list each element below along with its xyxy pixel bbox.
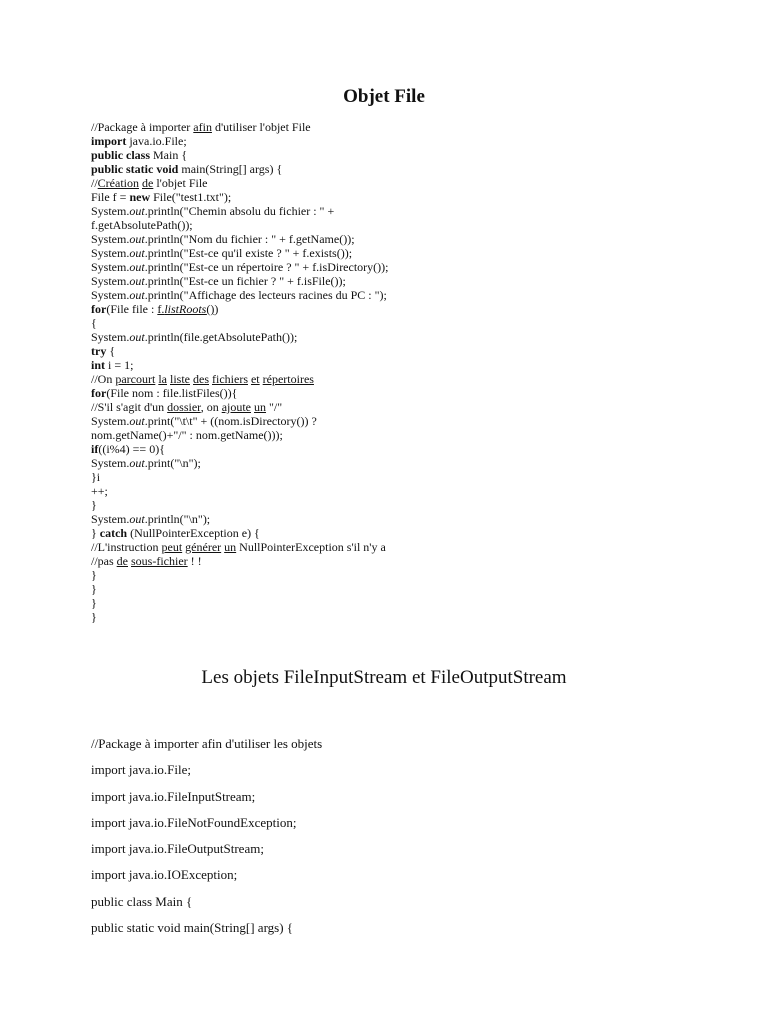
code-line xyxy=(91,610,731,624)
code-line xyxy=(91,596,731,610)
code-line xyxy=(91,372,731,386)
code-segment: System. xyxy=(91,414,130,428)
section-title-objet-file: Objet File xyxy=(343,86,425,107)
code-segment: .println("Chemin absolu du fichier : " + xyxy=(144,204,335,218)
code-segment: ) xyxy=(214,302,219,316)
code-line xyxy=(91,540,731,554)
code-line: import java.io.File; xyxy=(91,762,192,778)
code-line xyxy=(91,498,731,512)
code-line xyxy=(91,120,731,134)
code-segment: java.io.File; xyxy=(126,134,187,148)
code-segment: System. xyxy=(91,330,130,344)
code-block-streams xyxy=(91,736,731,946)
code-segment: if xyxy=(91,442,99,456)
code-line: import java.io.FileOutputStream; xyxy=(91,841,264,857)
code-segment: de xyxy=(116,554,128,568)
code-segment: out xyxy=(129,456,145,470)
code-segment: ++; xyxy=(91,484,108,498)
code-line xyxy=(91,428,731,442)
code-line xyxy=(91,414,731,428)
code-segment: NullPointerException s'il n'y a xyxy=(236,540,386,554)
code-block-objet-file xyxy=(91,120,731,624)
code-line xyxy=(91,568,731,582)
code-segment: ajoute xyxy=(221,400,252,414)
code-segment: } xyxy=(91,582,97,596)
code-segment: , on xyxy=(200,400,222,414)
code-segment: .println(file.getAbsolutePath()); xyxy=(144,330,298,344)
code-segment: .println("Est-ce un fichier ? " + f.isFile()); xyxy=(144,274,346,288)
code-segment: catch xyxy=(99,526,128,540)
code-line xyxy=(91,484,731,498)
code-line xyxy=(91,330,731,344)
code-line xyxy=(91,526,731,540)
code-segment: out xyxy=(129,260,145,274)
code-segment: main(String[] args) { xyxy=(178,162,283,176)
code-segment: } xyxy=(91,526,100,540)
code-segment: Création xyxy=(97,176,139,190)
code-segment: .println("Nom du fichier : " + f.getName()); xyxy=(144,232,355,246)
code-line: public static void main(String[] args) { xyxy=(91,920,294,936)
code-line: //Package à importer afin d'utiliser les objets xyxy=(91,736,323,751)
code-segment: int xyxy=(91,358,106,372)
code-segment: (NullPointerException e) { xyxy=(127,526,260,540)
code-segment: out xyxy=(129,512,145,526)
code-segment: .println("Affichage des lecteurs racines du PC : "); xyxy=(144,288,387,302)
code-line xyxy=(91,134,731,148)
code-line xyxy=(91,176,731,190)
code-segment: System. xyxy=(91,274,130,288)
code-segment: .print("\t\t" + ((nom.isDirectory()) ? xyxy=(144,414,317,428)
code-segment: parcourt xyxy=(115,372,156,386)
code-segment: sous-fichier xyxy=(131,554,188,568)
code-segment: { xyxy=(106,344,116,358)
code-segment: System. xyxy=(91,288,130,302)
code-line: import java.io.FileInputStream; xyxy=(91,788,256,804)
code-line xyxy=(91,442,731,456)
code-segment: out xyxy=(129,330,145,344)
code-segment: // xyxy=(91,176,98,190)
code-segment: //Package à importer xyxy=(91,120,194,134)
code-segment: générer xyxy=(185,540,222,554)
code-segment: Main { xyxy=(150,148,188,162)
code-segment: { xyxy=(91,316,97,330)
code-line xyxy=(91,288,731,302)
code-segment: dossier xyxy=(167,400,201,414)
code-line xyxy=(91,316,731,330)
code-line xyxy=(91,456,731,470)
code-segment: l'objet File xyxy=(153,176,208,190)
code-segment: System. xyxy=(91,512,130,526)
code-line xyxy=(91,232,731,246)
code-segment: System. xyxy=(91,204,130,218)
code-segment: d'utiliser l'objet File xyxy=(211,120,311,134)
code-segment: la xyxy=(158,372,167,386)
code-line xyxy=(91,470,731,484)
code-segment: liste xyxy=(170,372,190,386)
code-segment: System. xyxy=(91,246,130,260)
code-segment: out xyxy=(129,274,145,288)
code-segment: for xyxy=(91,386,107,400)
code-segment: ((i%4) == 0){ xyxy=(98,442,165,456)
code-segment: listRoots xyxy=(164,302,207,316)
code-segment: nom.getName()+"/" : nom.getName())); xyxy=(91,428,283,442)
code-segment: (File file : xyxy=(106,302,158,316)
code-segment: } xyxy=(91,610,97,624)
code-segment: for xyxy=(91,302,107,316)
code-line xyxy=(91,386,731,400)
code-segment: de xyxy=(142,176,154,190)
code-segment: fichiers xyxy=(212,372,248,386)
code-segment: "/" xyxy=(266,400,283,414)
code-segment: } xyxy=(91,498,97,512)
code-line xyxy=(91,274,731,288)
code-line: public class Main { xyxy=(91,893,193,909)
code-segment: ! ! xyxy=(187,554,202,568)
code-line xyxy=(91,204,731,218)
code-segment: }i xyxy=(91,470,101,484)
code-line xyxy=(91,218,731,232)
code-segment: out xyxy=(129,204,145,218)
code-segment: try xyxy=(91,344,107,358)
code-segment: out xyxy=(129,246,145,260)
code-segment: f.getAbsolutePath()); xyxy=(91,218,193,232)
code-line xyxy=(91,246,731,260)
code-segment: File("test1.txt"); xyxy=(150,190,232,204)
code-line xyxy=(91,148,731,162)
code-segment: out xyxy=(129,288,145,302)
code-segment: un xyxy=(254,400,267,414)
code-line xyxy=(91,302,731,316)
code-segment: public class xyxy=(91,148,151,162)
code-segment: répertoires xyxy=(262,372,314,386)
code-segment: System. xyxy=(91,260,130,274)
code-segment: out xyxy=(129,232,145,246)
code-line xyxy=(91,512,731,526)
code-segment: des xyxy=(193,372,209,386)
code-segment: File f = xyxy=(91,190,130,204)
code-line xyxy=(91,554,731,568)
code-segment: et xyxy=(250,372,260,386)
code-line xyxy=(91,162,731,176)
code-line xyxy=(91,260,731,274)
code-segment: //pas xyxy=(91,554,117,568)
code-segment: peut xyxy=(161,540,183,554)
code-segment: System. xyxy=(91,456,130,470)
code-segment: new xyxy=(129,190,151,204)
code-line xyxy=(91,344,731,358)
code-line: import java.io.IOException; xyxy=(91,867,238,883)
code-segment: public static void xyxy=(91,162,179,176)
code-line: import java.io.FileNotFoundException; xyxy=(91,814,297,830)
code-segment: f. xyxy=(157,302,165,316)
code-segment: } xyxy=(91,596,97,610)
code-line xyxy=(91,400,731,414)
code-segment: .println("\n"); xyxy=(144,512,211,526)
code-segment: //On xyxy=(91,372,116,386)
code-line xyxy=(91,190,731,204)
code-segment: afin xyxy=(193,120,212,134)
code-segment: .println("Est-ce qu'il existe ? " + f.exists()); xyxy=(144,246,353,260)
code-segment: i = 1; xyxy=(105,358,134,372)
code-segment: .println("Est-ce un répertoire ? " + f.isDirectory()); xyxy=(144,260,389,274)
code-segment: .print("\n"); xyxy=(144,456,201,470)
code-segment: out xyxy=(129,414,145,428)
section-title-streams: Les objets FileInputStream et FileOutputStream xyxy=(201,667,567,688)
code-segment: } xyxy=(91,568,97,582)
code-segment: import xyxy=(91,134,127,148)
code-line xyxy=(91,358,731,372)
code-segment: (File nom : file.listFiles()){ xyxy=(106,386,238,400)
code-line xyxy=(91,582,731,596)
code-segment: //L'instruction xyxy=(91,540,162,554)
code-segment: () xyxy=(206,302,215,316)
code-segment: un xyxy=(224,540,237,554)
code-segment: System. xyxy=(91,232,130,246)
code-segment: //S'il s'agit d'un xyxy=(91,400,168,414)
